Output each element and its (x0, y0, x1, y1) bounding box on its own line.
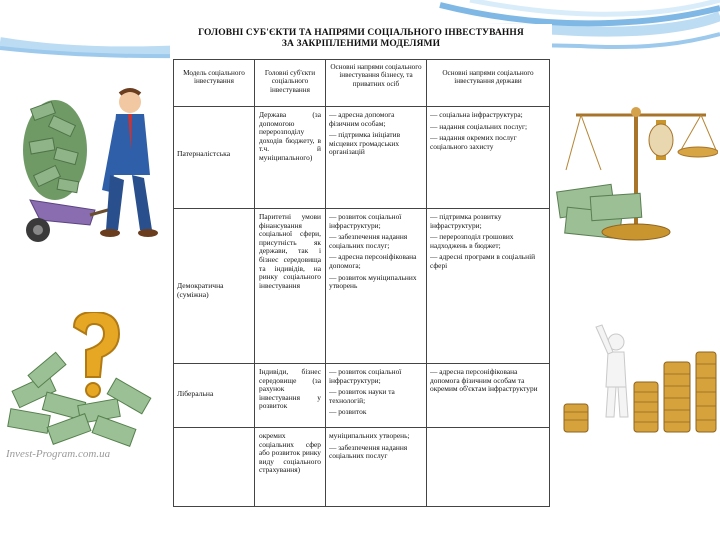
document-title (170, 24, 552, 50)
list-item: — підтримка розвитку інфраструктури; (430, 213, 502, 230)
row2-state (430, 213, 547, 274)
document-scan (170, 24, 552, 510)
money-question-mark-illustration (4, 312, 164, 462)
list-item: муніципальних утворень; (329, 432, 410, 440)
title-line-2: ЗА ЗАКРІПЛЕНИМИ МОДЕЛЯМИ (281, 39, 441, 49)
list-item: — розвиток (329, 407, 367, 417)
row3-business (329, 368, 424, 420)
row1-state (430, 111, 547, 154)
list-item: — надання окремих послуг соціального захисту (430, 133, 517, 151)
row4-subjects: окремих соціальних сфер або розвиток ринку виду соціального страхування) (259, 432, 321, 475)
scales-money-illustration (556, 100, 718, 250)
header-state-directions: Основні напрями соціального інвестування держави (442, 69, 534, 86)
row3-subjects: Індивіди, бізнес середовище (за рахунок інвестування у розвиток (259, 368, 321, 411)
coin-stacks-illustration (556, 322, 718, 442)
investment-models-table (173, 59, 549, 507)
list-item: — розвиток соціальної інфраструктури; (329, 368, 402, 385)
list-item: — надання соціальних послуг; (430, 121, 528, 131)
wheelbarrow-money-illustration (10, 80, 170, 250)
header-business-directions: Основні напрями соціального інвестування бізнесу, та приватних осіб (330, 63, 422, 88)
row1-business (329, 111, 424, 160)
row3-model: Ліберальна (177, 389, 214, 398)
row1-subjects: Держава (за допомогою перерозподілу доходів бюджету, в т.ч. й муніципального) (259, 111, 321, 162)
row3-state (430, 368, 547, 397)
list-item: — адресна допомога фізичним особам; (329, 111, 395, 128)
list-item: — соціальна інфраструктура; (430, 111, 523, 119)
row2-model: Демократична (суміжна) (177, 281, 224, 299)
list-item: — адресна персоніфікована допомога; (329, 252, 417, 270)
list-item: — розвиток соціальної інфраструктури; (329, 213, 402, 230)
list-item: — підтримка ініціатив місцевих громадських організацій (329, 130, 401, 157)
title-line-1: ГОЛОВНІ СУБ'ЄКТИ ТА НАПРЯМИ СОЦІАЛЬНОГО ІНВЕСТУВАННЯ (198, 28, 524, 38)
header-model: Модель соціального інвестування (183, 69, 245, 86)
list-item: — забезпечення надання соціальних послуг; (329, 232, 408, 250)
row2-subjects: Паритетні умови фінансування соціальної сфери, присутність як держави, так і бізнес середовища та індивідів, на ринку соціального інвестування (259, 213, 321, 290)
watermark-text: Invest-Program.com.ua (6, 448, 111, 460)
row2-business (329, 213, 424, 294)
list-item: — розвиток науки та технологій; (329, 387, 395, 405)
list-item: — перерозподіл грошових надходжень в бюджет; (430, 232, 514, 250)
list-item: — адресна персоніфікована допомога фізичним особам та окремим об'єктам інфраструктури (430, 368, 538, 394)
row4-business (329, 432, 424, 464)
row1-model: Патерналістська (177, 149, 231, 158)
header-subjects: Головні суб'єкти соціального інвестування (264, 69, 316, 94)
list-item: — адресні програми в соціальній сфері (430, 252, 536, 270)
list-item: — розвиток муніципальних утворень (329, 272, 417, 291)
list-item: — забезпечення надання соціальних послуг (329, 442, 408, 461)
